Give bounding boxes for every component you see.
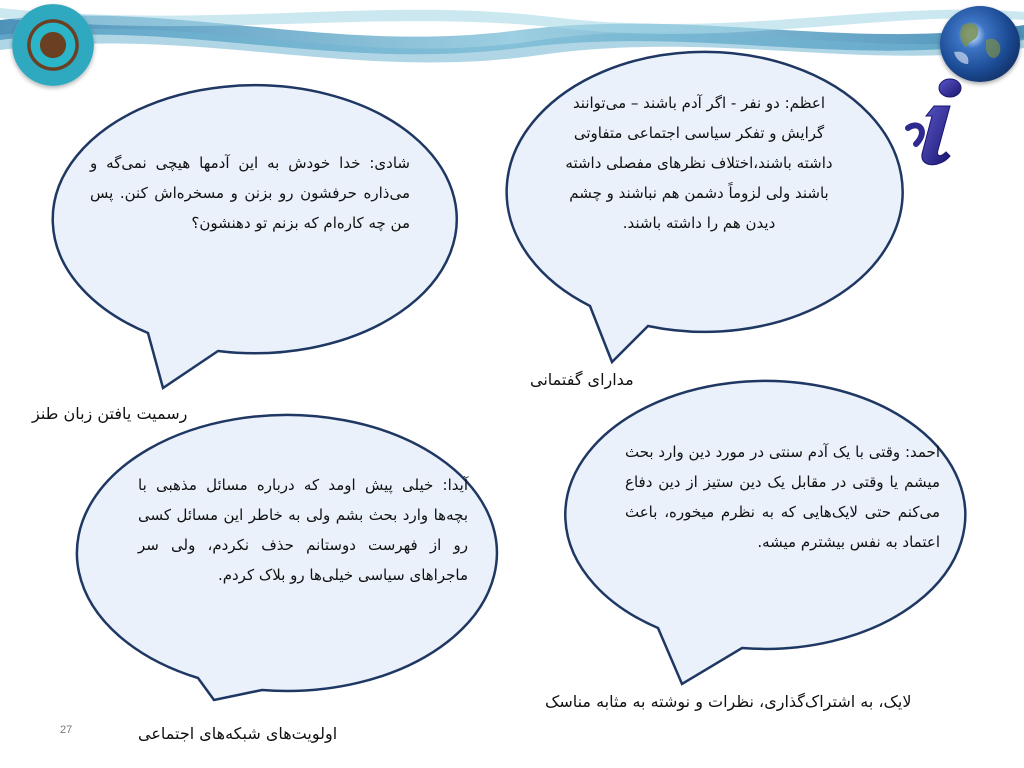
turquoise-plate-icon bbox=[12, 4, 94, 86]
page-number: 27 bbox=[60, 724, 73, 736]
caption-humor: رسمیت یافتن زبان طنز bbox=[32, 404, 188, 423]
header-wave bbox=[0, 8, 1024, 62]
bubble-text-shadi: شادی: خدا خودش به این آدمها هیچی نمی‌گه و می‌ذاره حرفشون رو بزنن و مسخره‌اش کنن. پس من چه کاره‌ام که بزنم تو دهنشون؟ bbox=[90, 154, 410, 232]
caption-likes: لایک، به اشتراک‌گذاری، نظرات و نوشته به مثابه مناسک bbox=[545, 692, 912, 711]
caption-priorities: اولویت‌های شبکه‌های اجتماعی bbox=[138, 724, 338, 743]
caption-discourse: مدارای گفتمانی bbox=[530, 370, 634, 389]
bubble-text-azam: اعظم: دو نفر - اگر آدم باشند – می‌توانند گرایش و تفکر سیاسی اجتماعی متفاوتی داشته باشند،اختلاف نظرهای مفصلی داشته باشند ولی لزوماً دشمن هم نباشند و چشم دیدن هم را داشته باشند. bbox=[565, 94, 833, 232]
bubble-text-ahmad: احمد: وقتی با یک آدم سنتی در مورد دین وارد بحث میشم یا وقتی در مقابل یک دین ستیز از دین دفاع می‌کنم حتی لایک‌هایی که به نظرم میخوره، باعث اعتماد به نفس بیشترم میشه. bbox=[625, 443, 940, 551]
bubble-text-aida: آیدا: خیلی پیش اومد که درباره مسائل مذهبی با بچه‌ها وارد بحث بشم ولی به خاطر این مسائل کسی رو از فهرست دوستانم حذف نکردم، ولی سر ماجراهای سیاسی خیلی‌ها رو بلاک کردم. bbox=[138, 476, 468, 584]
info-i-icon bbox=[900, 70, 970, 170]
